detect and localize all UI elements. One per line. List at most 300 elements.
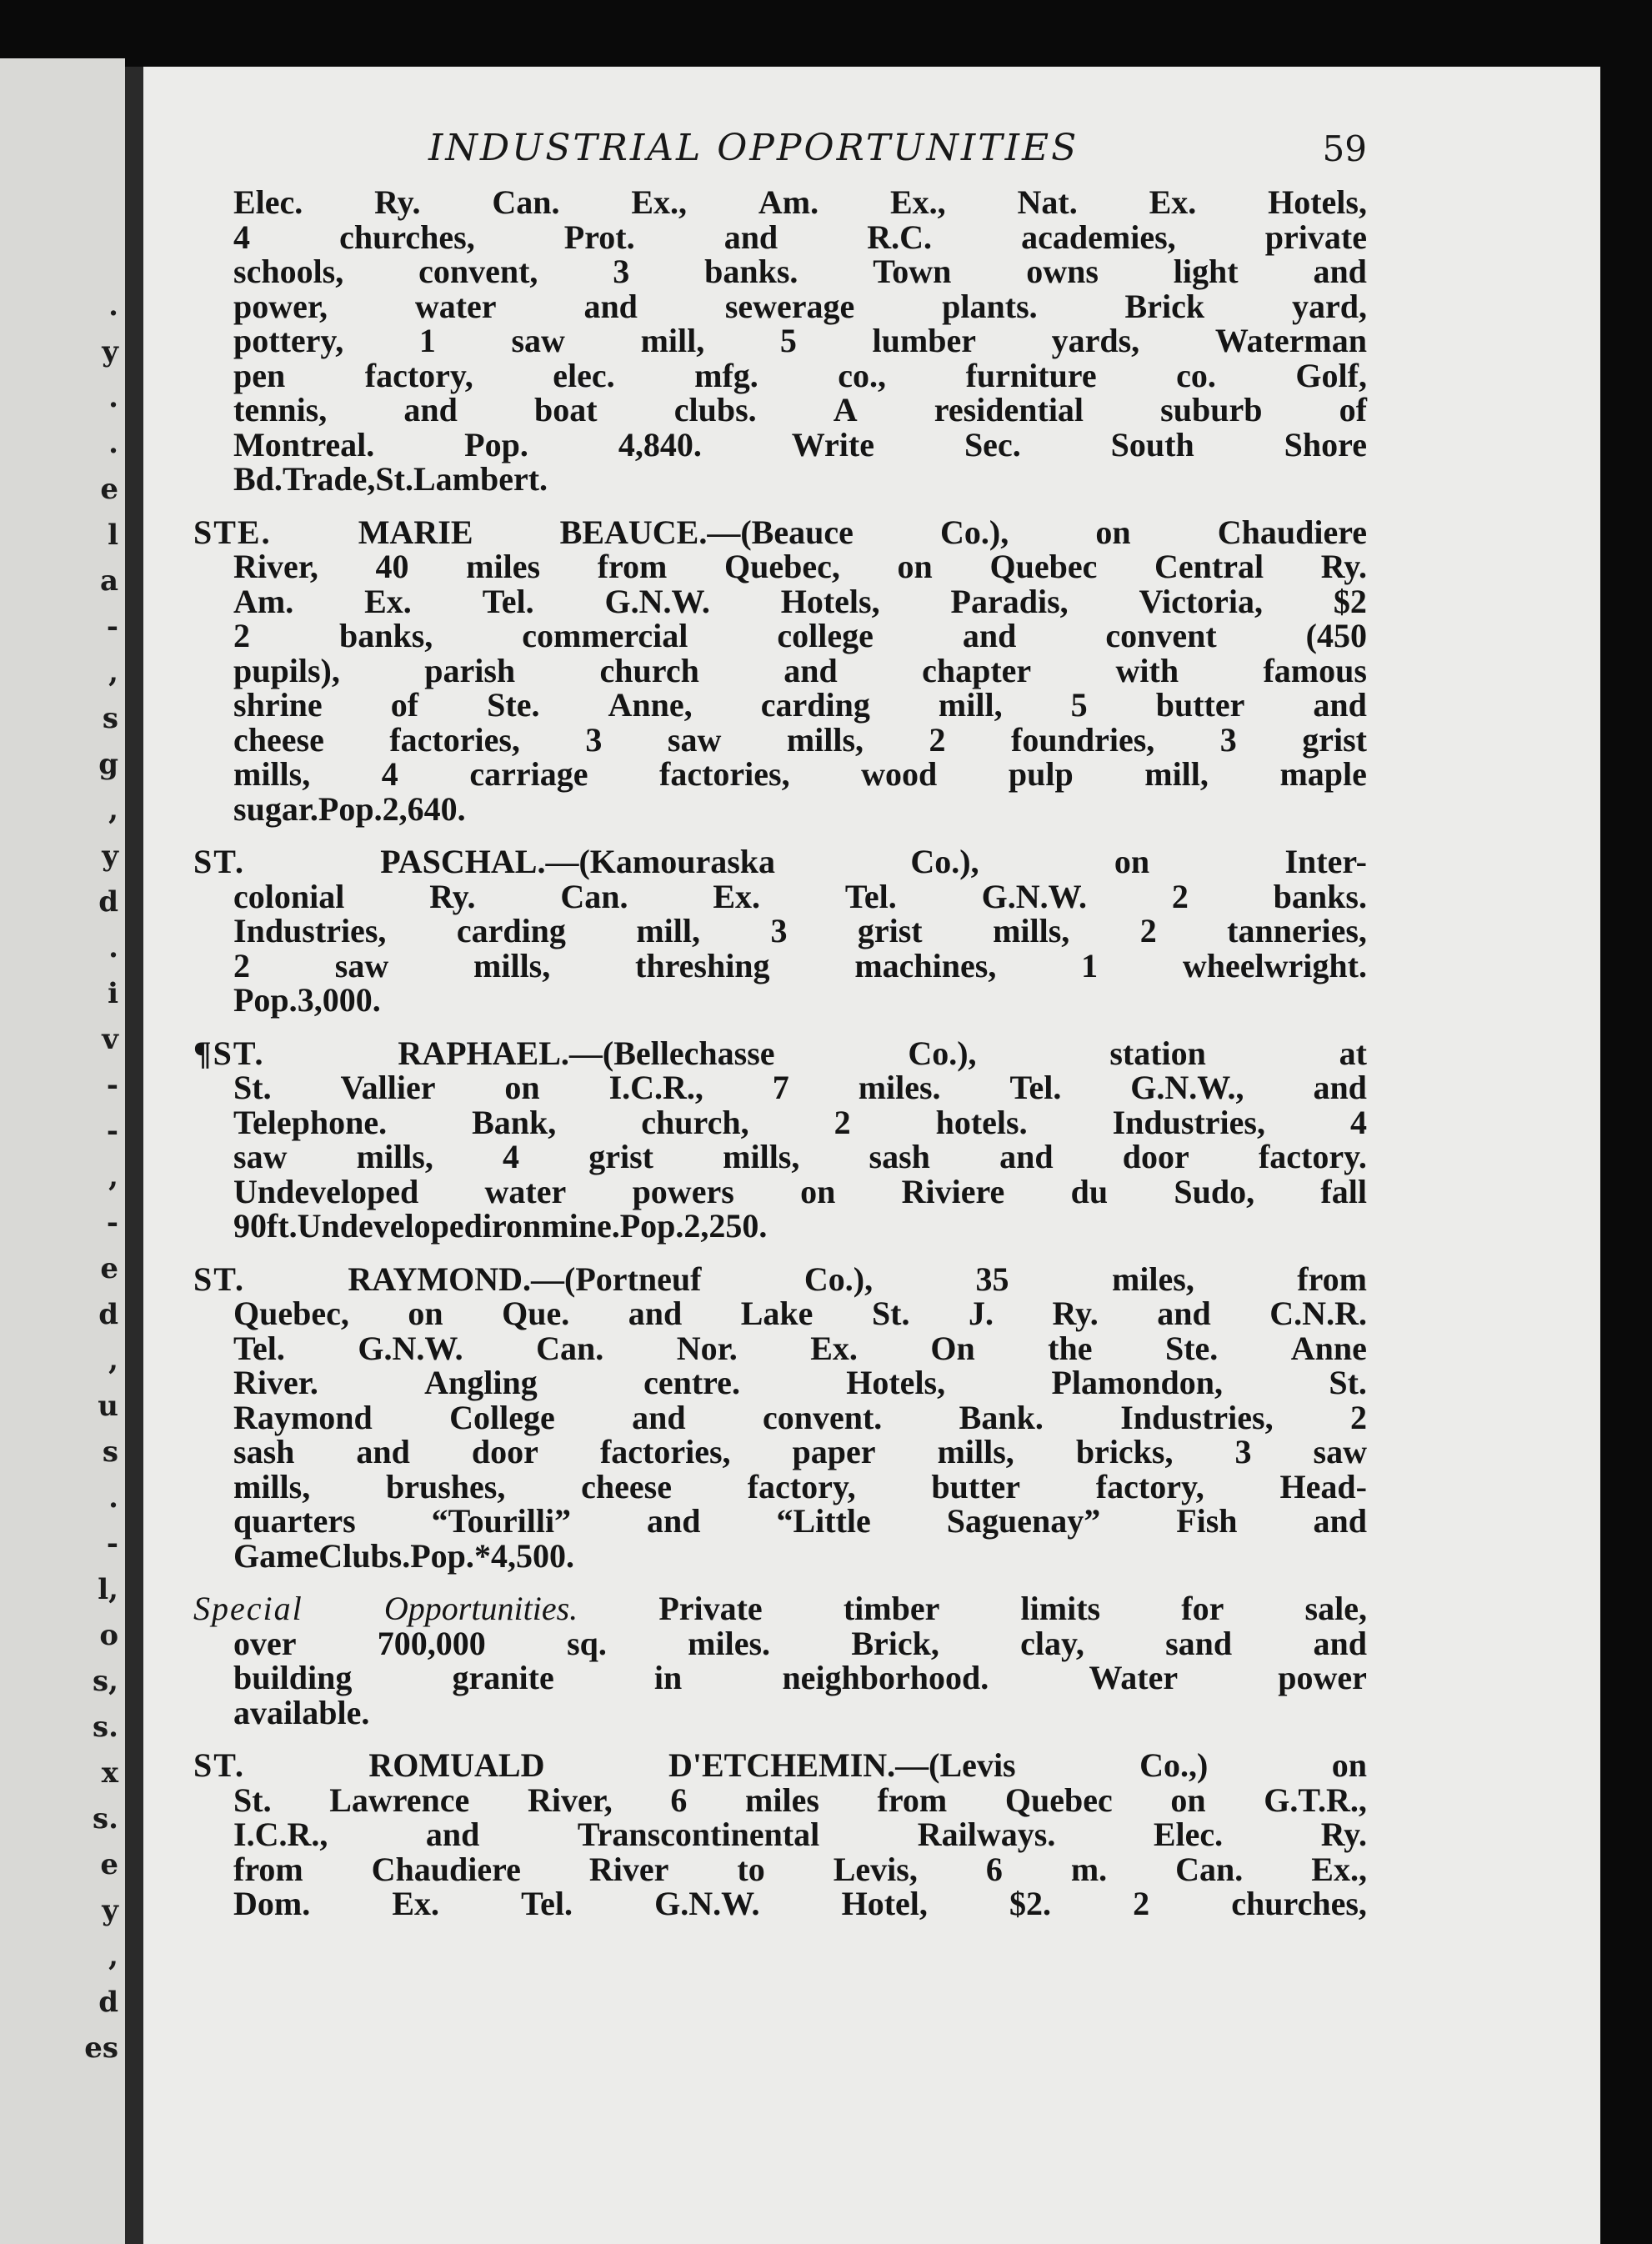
text-line (233, 1140, 1367, 1175)
left-page-fragment: s. (93, 1711, 118, 1744)
word: schools, (233, 253, 344, 290)
word: 2 (1349, 1398, 1367, 1436)
word: Tel. (1009, 1069, 1062, 1106)
running-head (283, 127, 1367, 177)
text-line (233, 289, 1367, 324)
word: on (504, 1069, 540, 1106)
word: River. (233, 1364, 318, 1401)
text-line (193, 1036, 1367, 1071)
word: Co.), (910, 843, 979, 880)
word: co. (1176, 356, 1216, 394)
word: J. (969, 1295, 994, 1332)
word: convent (1105, 617, 1217, 654)
word: factory, (364, 356, 473, 394)
word: “Little (776, 1502, 871, 1540)
word: for (1181, 1590, 1224, 1627)
word: G.N.W. (358, 1329, 463, 1367)
word: St. (375, 460, 413, 498)
word: Bd. (233, 460, 283, 498)
word: Ex. (713, 877, 761, 915)
word: 7 (772, 1069, 789, 1106)
word: 2 (1139, 912, 1157, 949)
text-line (233, 983, 1367, 1018)
text-line (233, 1852, 1367, 1887)
word: grist (857, 912, 923, 949)
entry-special-opportunities (193, 1590, 1367, 1731)
word: parish (424, 651, 516, 689)
text-line (193, 844, 1367, 879)
word: G.N.W., (1130, 1069, 1244, 1106)
word: Lambert. (413, 460, 548, 498)
entry-st-raymond (193, 1260, 1367, 1575)
word: Head- (1279, 1467, 1367, 1505)
word: Plamondon, (1051, 1364, 1224, 1401)
word: Transcontinental (577, 1816, 820, 1853)
word: mill, (938, 686, 1003, 724)
word: with (1115, 651, 1179, 689)
word: Water (1089, 1659, 1179, 1696)
word: Ex. (810, 1329, 858, 1367)
word: Industries, (1112, 1103, 1265, 1141)
word: Victoria, (1139, 582, 1264, 620)
word: Anne (1290, 1329, 1367, 1367)
word: Ex., (889, 183, 946, 221)
word: colonial (233, 877, 345, 915)
entry-ste-marie-beauce (193, 513, 1367, 828)
word: RAYMOND.—(Portneuf (348, 1260, 702, 1298)
word: churches, (1231, 1885, 1367, 1922)
word: from (233, 1850, 303, 1888)
word: Special (193, 1590, 303, 1627)
word: centre. (643, 1364, 740, 1401)
word: mills, (723, 1138, 800, 1175)
word: On (930, 1329, 975, 1367)
word: paper (792, 1433, 876, 1470)
word: sewerage (724, 287, 855, 325)
word: (450 (1305, 617, 1367, 654)
word: Hotels, (1268, 183, 1367, 221)
left-page-fragment: d (98, 1298, 118, 1331)
text-line (233, 1693, 1367, 1731)
word: convent, (418, 253, 538, 290)
word: Golf, (1295, 356, 1367, 394)
word: Elec. (1153, 1816, 1224, 1853)
word: $2. (1009, 1885, 1052, 1922)
word: Anne, (608, 686, 693, 724)
word: 4,840. (618, 425, 702, 463)
word: church, (641, 1103, 749, 1141)
word: carding (760, 686, 870, 724)
text-line (233, 1817, 1367, 1852)
word: G.N.W. (654, 1885, 760, 1922)
word: sash (233, 1433, 295, 1470)
word: and (783, 651, 838, 689)
word: Ex., (1311, 1850, 1367, 1888)
word: the (1048, 1329, 1093, 1367)
word: Quebec, (724, 548, 840, 585)
word: over (233, 1624, 297, 1662)
word: I.C.R., (608, 1069, 703, 1106)
word: pupils), (233, 651, 340, 689)
word: Ex., (631, 183, 687, 221)
word: Am. (233, 582, 294, 620)
word: academies, (1021, 218, 1176, 256)
left-page-fragment: g (98, 748, 118, 781)
word: machines, (854, 946, 997, 984)
word: on (1170, 1781, 1206, 1819)
word: Ry. (374, 183, 421, 221)
left-page-fragment: d (98, 1986, 118, 2019)
word: and (723, 218, 778, 256)
text-line (233, 358, 1367, 393)
word: and (1313, 1069, 1367, 1106)
word: 3 (1219, 720, 1237, 759)
text-line (233, 914, 1367, 949)
left-page-fragment: . (108, 289, 118, 323)
word: “Tourilli” (431, 1502, 572, 1540)
word: Co.), (939, 513, 1009, 551)
left-page-fragment: y (102, 839, 118, 873)
word: power, (233, 287, 328, 325)
word: Brick, (851, 1624, 939, 1662)
word: and (403, 391, 458, 428)
word: carding (456, 912, 566, 949)
word: MARIE (358, 513, 473, 551)
word: mills, (937, 1433, 1014, 1470)
word: Trade, (282, 460, 376, 498)
word: cheese (581, 1467, 672, 1505)
word: Lake (740, 1295, 813, 1332)
left-page-fragment: u (98, 1390, 118, 1423)
word: light (1173, 253, 1239, 290)
word: Railways. (917, 1816, 1056, 1853)
word: Hotel, (841, 1885, 928, 1922)
word: suburb (1160, 391, 1263, 428)
word: 3,000. (297, 981, 381, 1019)
text-line (233, 1504, 1367, 1539)
text-line (233, 688, 1367, 723)
left-page-fragment: y (102, 1894, 118, 1927)
word: sand (1165, 1624, 1233, 1662)
left-page-fragment: . (108, 1481, 118, 1515)
text-line (233, 1435, 1367, 1470)
word: shrine (233, 686, 323, 724)
word: saw (233, 1138, 288, 1175)
word: miles. (688, 1624, 771, 1662)
text-line (233, 1331, 1367, 1366)
word: Can. (560, 877, 628, 915)
left-page-fragment: - (106, 1527, 118, 1560)
page-number: 59 (1322, 128, 1367, 169)
left-page-fragment: i (108, 977, 118, 1010)
text-line (233, 462, 1367, 497)
word: Bank, (472, 1103, 557, 1141)
text-line (233, 1660, 1367, 1696)
left-page-fragment: e (100, 473, 118, 506)
word: mill, (640, 322, 705, 359)
word: 40 (375, 548, 409, 585)
word: Ex. (1149, 183, 1197, 221)
word: Can. (492, 183, 560, 221)
left-page-fragment: - (106, 610, 118, 644)
word: maple (1279, 755, 1367, 793)
word: ROMUALD (368, 1746, 545, 1784)
left-page-fragment: , (108, 794, 118, 827)
word: Saguenay” (946, 1502, 1101, 1540)
word: and (583, 287, 638, 325)
text-line (233, 1626, 1367, 1661)
word: limits (1020, 1590, 1101, 1627)
word: and (1157, 1295, 1211, 1332)
word: saw (334, 946, 389, 984)
word: owns (1026, 253, 1099, 290)
word: Prot. (563, 218, 635, 256)
word: mills, (473, 946, 551, 984)
word: Waterman (1214, 322, 1367, 359)
text-line (233, 879, 1367, 914)
word: timber (843, 1590, 940, 1627)
word: Industries, (1120, 1398, 1274, 1436)
word: St. (871, 1295, 910, 1332)
left-page-fragment: s (102, 702, 118, 735)
word: River (588, 1850, 669, 1888)
word: 3 (1234, 1433, 1252, 1470)
word: church (599, 651, 699, 689)
word: and (1313, 1502, 1367, 1540)
word: factories, (599, 1433, 731, 1470)
word: and (1313, 686, 1367, 724)
text-line (233, 789, 1367, 828)
text-line (233, 584, 1367, 619)
word: River, (233, 548, 318, 585)
word: factories, (659, 755, 790, 793)
word: factory. (1258, 1138, 1367, 1175)
word: door (1122, 1138, 1189, 1175)
word: ST. (193, 1260, 245, 1298)
word: St. (233, 1069, 272, 1106)
text-line (233, 946, 1367, 984)
text-line (233, 1365, 1367, 1400)
left-page-fragment: - (106, 1114, 118, 1148)
word: mills, (233, 755, 311, 793)
word: pen (233, 356, 286, 394)
text-line (233, 1400, 1367, 1435)
word: sq. (567, 1624, 607, 1662)
word: Telephone. (233, 1103, 388, 1141)
word: saw (511, 322, 565, 359)
word: 2,640. (382, 789, 466, 828)
word: PASCHAL.—(Kamouraska (380, 843, 776, 880)
left-page-fragment: l (108, 518, 118, 552)
word: 2 (1171, 877, 1189, 915)
word: grist (588, 1138, 653, 1175)
text-line (193, 515, 1367, 550)
word: 2 (1133, 1885, 1150, 1922)
word: Town (873, 253, 952, 290)
word: 6 (985, 1850, 1003, 1888)
word: saw (1313, 1433, 1367, 1470)
word: yard, (1291, 287, 1367, 325)
word: Ste. (487, 686, 540, 724)
word: Write (791, 425, 874, 463)
word: Undeveloped (297, 1207, 483, 1245)
word: sugar. (233, 789, 318, 828)
word: 1 (418, 322, 436, 359)
word: Brick (1124, 287, 1205, 325)
word: 4 (1349, 1103, 1367, 1141)
word: 3 (585, 720, 603, 759)
word: Am. (758, 183, 819, 221)
word: Nor. (676, 1329, 738, 1367)
word: 90 (233, 1207, 267, 1245)
word: Can. (1175, 1850, 1244, 1888)
word: from (597, 548, 668, 585)
word: Lawrence (329, 1781, 470, 1819)
word: pottery, (233, 322, 344, 359)
text-line (233, 651, 1367, 689)
book-gutter (125, 67, 143, 2244)
word: 4 (503, 1138, 520, 1175)
word: factory, (1095, 1467, 1204, 1505)
word: Central (1154, 548, 1264, 585)
word: Pop. (318, 789, 383, 828)
text-line (233, 425, 1367, 463)
word: Pop. (619, 1207, 684, 1245)
word: threshing (635, 946, 770, 984)
word: Raymond (233, 1398, 373, 1436)
word: *4,500. (473, 1536, 574, 1575)
left-page-fragment: s. (93, 1802, 118, 1836)
word: banks, (338, 617, 433, 654)
word: Angling (424, 1364, 538, 1401)
word: of (1339, 391, 1367, 428)
word: G.N.W. (981, 877, 1087, 915)
word: mfg. (694, 356, 758, 394)
word: Pop. (233, 981, 298, 1019)
word: Fish (1176, 1502, 1238, 1540)
word: water (484, 1172, 567, 1210)
left-page-fragment: a (99, 564, 118, 598)
word: water (414, 287, 497, 325)
word: Can. (536, 1329, 604, 1367)
text-line (233, 1886, 1367, 1921)
word: Chaudiere (1217, 513, 1367, 551)
word: Quebec (989, 548, 1098, 585)
left-page-fragment: - (106, 1206, 118, 1240)
word: of (390, 686, 419, 724)
word: Bank. (959, 1398, 1044, 1436)
word: Ry. (429, 877, 476, 915)
word: 2 (929, 720, 946, 759)
word: powers (632, 1172, 734, 1210)
left-page-fragment: . (108, 427, 118, 460)
word: Sudo, (1174, 1172, 1255, 1210)
word: bricks, (1075, 1433, 1174, 1470)
word: College (449, 1398, 555, 1436)
word: 1 (1081, 946, 1099, 984)
word: St. (233, 1781, 272, 1819)
left-page-fragment: y (102, 335, 118, 368)
word: and (999, 1138, 1054, 1175)
word: in (653, 1659, 683, 1696)
word: and (632, 1398, 686, 1436)
word: Tel. (233, 1329, 285, 1367)
text-line (233, 185, 1367, 220)
word: butter (931, 1467, 1021, 1505)
word: Opportunities. (383, 1590, 578, 1627)
word: station (1109, 1034, 1206, 1072)
word: available. (233, 1693, 370, 1731)
word: ST. (193, 843, 245, 880)
left-page-fragment: e (100, 1848, 118, 1881)
text-line (233, 1070, 1367, 1105)
word: du (1070, 1172, 1109, 1210)
word: R.C. (867, 218, 933, 256)
word: G.N.W. (604, 582, 710, 620)
word: Inter- (1284, 843, 1367, 880)
text-line (233, 220, 1367, 255)
word: fall (1320, 1172, 1367, 1210)
word: 6 (670, 1781, 688, 1819)
text-line (233, 619, 1367, 654)
word: mill, (1144, 755, 1209, 793)
word: college (777, 617, 874, 654)
left-page-fragment: s (102, 1435, 118, 1469)
word: Quebec, (233, 1295, 349, 1332)
text-line (193, 1262, 1367, 1297)
left-page-fragment: s, (93, 1665, 118, 1698)
word: 3 (770, 912, 788, 949)
text-column (193, 183, 1367, 1940)
word: ST. (193, 1746, 245, 1784)
word: STE. (193, 513, 272, 551)
word: to (737, 1850, 765, 1888)
word: elec. (553, 356, 615, 394)
word: miles (466, 548, 541, 585)
word: Industries, (233, 912, 387, 949)
word: grist (1302, 720, 1367, 759)
word: wheelwright. (1182, 946, 1367, 984)
word: Ry. (1320, 548, 1367, 585)
text-line (233, 1172, 1367, 1210)
word: plants. (942, 287, 1038, 325)
left-page-fragment: - (106, 1069, 118, 1102)
word: South (1110, 425, 1194, 463)
word: and (962, 617, 1017, 654)
word: Game (233, 1536, 319, 1575)
word: Hotels, (846, 1364, 946, 1401)
word: iron (482, 1207, 542, 1245)
word: mills, (993, 912, 1070, 949)
word: Ex. (392, 1885, 440, 1922)
word: tennis, (233, 391, 328, 428)
word: Ste. (1164, 1329, 1219, 1367)
text-line (233, 254, 1367, 289)
word: factories, (389, 720, 520, 759)
text-line (193, 1591, 1367, 1626)
word: C.N.R. (1269, 1295, 1367, 1332)
left-page-fragment: e (100, 1252, 118, 1285)
text-line (233, 393, 1367, 428)
left-page-fragment: x (101, 1756, 118, 1790)
word: 35 (975, 1260, 1009, 1298)
word: Clubs. (318, 1536, 411, 1575)
left-page-fragment: , (108, 656, 118, 689)
word: ft. (267, 1207, 298, 1245)
word: River, (527, 1781, 613, 1819)
left-page-fragment: d (98, 885, 118, 919)
word: yards, (1051, 322, 1140, 359)
